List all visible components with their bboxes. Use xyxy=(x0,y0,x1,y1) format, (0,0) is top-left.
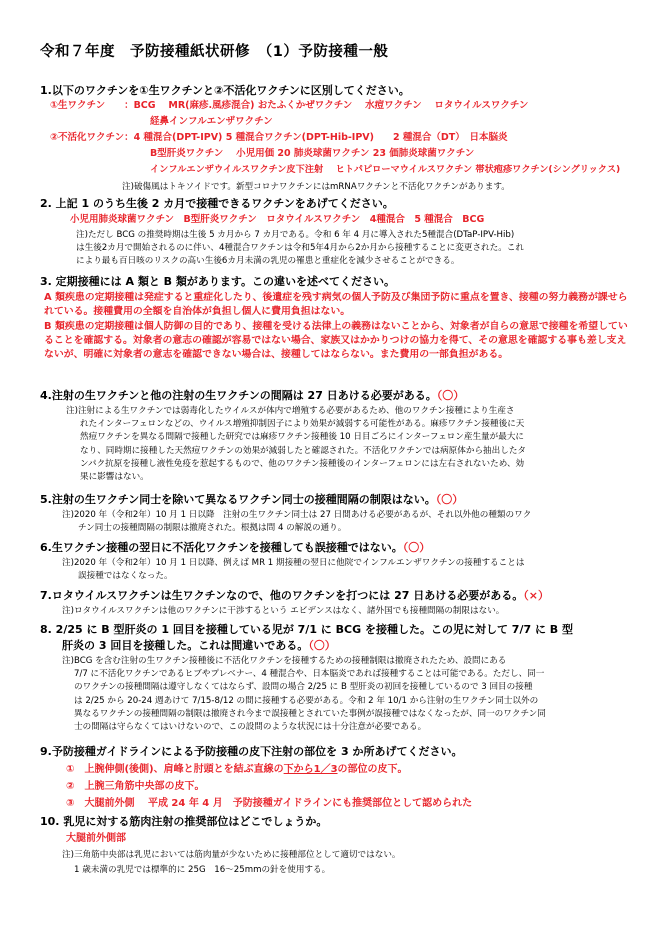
q10-note-line1: 注)三角筋中央部は乳児においては筋肉量が少ないために接種部位として適切ではない。 xyxy=(62,850,401,860)
page-title: 令和７年度 予防接種紙状研修 （1）予防接種一般 xyxy=(40,44,389,60)
q7-answer-mark: （×） xyxy=(523,589,549,602)
q1-live-line1: ①生ワクチン ：BCG MR(麻疹.風疹混合) おたふくかぜワクチン 水痘ワクチン ロタウイルスワクチン xyxy=(50,100,529,111)
q8-note-line6: 士の間隔は守らなくてはいけないので、この設問のような状況には十分注意が必要である。 xyxy=(74,722,427,733)
q8-text: 肝炎の 3 回目を接種した。これは間違いである。 xyxy=(62,639,309,652)
q9-answer-1-post: の部位の皮下。 xyxy=(337,764,408,775)
q7-text: 7.ロタウイルスワクチンは生ワクチンなので、他のワクチンを打つには 27 日あける必要がある。 xyxy=(40,589,524,602)
q9-answer-1 xyxy=(66,763,408,777)
q4-note-line1: 注)注射による生ワクチンでは弱毒化したウイルスが体内で増殖する必要があるため、他のワクチン接種により生産さ xyxy=(66,406,515,416)
q2-note-block xyxy=(76,229,524,269)
q9-answer-2: ② 上腕三角筋中央部の皮下。 xyxy=(66,781,205,792)
q9-answer-3: ③ 大腿前外側 平成 24 年 4 月 予防接種ガイドラインにも推奨部位として認められた xyxy=(66,798,473,809)
question-2: 2. 上記 1 のうち生後 2 カ月で接種できるワクチンをあげてください。 xyxy=(40,197,394,210)
q1-note: 注)破傷風はトキソイドです。新型コロナワクチンにはmRNAワクチンと不活化ワクチンがあります。 xyxy=(122,182,510,192)
q4-note-line6: 果に影響はない。 xyxy=(80,472,149,483)
q2-note-line3: により最も百日咳のリスクの高い生後6カ月未満の乳児の罹患と重症化を減少させることができる。 xyxy=(76,256,460,267)
q5-note-block xyxy=(62,509,531,535)
q5-answer-mark: （〇） xyxy=(435,493,464,506)
question-10: 10. 乳児に対する筋肉注射の推奨部位はどこでしょうか。 xyxy=(40,815,328,828)
q6-note-line1: 注)2020 年（令和2年）10 月 1 日以降、例えば MR 1 期接種の翌日に他院でインフルエンザワクチンの接種することは xyxy=(62,558,525,568)
question-1: 1.以下のワクチンを①生ワクチンと②不活化ワクチンに区別してください。 xyxy=(40,84,410,97)
question-5 xyxy=(40,493,463,507)
q5-note-line1: 注)2020 年（令和2年）10 月 1 日以降 注射の生ワクチン同士は 27 日間あける必要があるが、それ以外他の種類のワク xyxy=(62,510,532,520)
question-3: 3. 定期接種には A 類と B 類があります。この違いを述べてください。 xyxy=(40,275,395,288)
q8-note-block xyxy=(62,655,546,734)
q10-answer: 大腿前外側部 xyxy=(66,833,126,844)
q9-answer-1-pre: ① 上腕伸側(後側)、肩峰と肘頭とを結ぶ直線の xyxy=(66,764,284,775)
q4-answer-mark: （〇） xyxy=(436,389,465,402)
q2-note-line2: は生後2カ月で開始されるのに伴い、4種混合ワクチンは令和5年4月から2か月から接種することに変更された。これ xyxy=(76,243,525,254)
q1-inactivated-line1: ②不活化ワクチン：4 種混合(DPT-IPV) 5 種混合ワクチン(DPT-Hib-IPV) 2 種混合（DT） 日本脳炎 xyxy=(50,132,508,143)
q6-note-block xyxy=(62,557,524,583)
q6-answer-mark: （〇） xyxy=(402,541,431,554)
q4-note-line5: ンパク抗原を接種し液性免疫を惹起するもので、他のワクチン接種後のインターフェロンには左右されないため、効 xyxy=(80,458,525,469)
q1-inactivated-line2: B型肝炎ワクチン 小児用価 20 肺炎球菌ワクチン 23 価肺炎球菌ワクチン xyxy=(150,148,475,159)
q8-note-line2: 7/7 に不活化ワクチンであるヒブやプレベナー、4 種混合や、日本脳炎であれば接種することは可能である。ただし、同一 xyxy=(74,669,545,680)
question-8-line1: 8. 2/25 に B 型肝炎の 1 回目を接種している児が 7/1 に BCG を接種した。この児に対して 7/7 に B 型 xyxy=(40,623,573,636)
question-7 xyxy=(40,589,549,603)
q4-note-block xyxy=(66,405,526,484)
q5-text: 5.注射の生ワクチン同士を除いて異なるワクチン同士の接種間隔の制限はない。 xyxy=(40,493,436,506)
q3-answer-a: A 類疾患の定期接種は発症すると重症化したり、後遺症を残す病気の個人予防及び集団予防に重点を置き、接種の努力義務が課せられている。接種費用の全額を自治体が負担し個人に費用負担はない。 xyxy=(44,292,628,318)
q10-note-line2: 1 歳未満の乳児では標準的に 25G 16～25mmの針を使用する。 xyxy=(74,865,331,876)
q5-note-line2: チン同士の接種間隔の制限は撤廃された。根拠は問 4 の解説の通り。 xyxy=(78,523,347,534)
q4-note-line2: れたインターフェロンなどの、ウイルス増殖抑制因子により効果が減弱する可能性がある。麻疹ワクチン接種後に天 xyxy=(80,419,525,430)
q6-note-line2: 誤接種ではなくなった。 xyxy=(78,571,173,582)
q2-answer: 小児用肺炎球菌ワクチン B型肝炎ワクチン ロタウイルスワクチン 4種混合 5 種混合 BCG xyxy=(70,214,485,225)
q8-note-line5: 異なるワクチンの接種間隔の制限は撤廃され今まで誤接種とされていた事例が誤接種ではなくなったが、同一のワクチン同 xyxy=(74,708,546,719)
question-6 xyxy=(40,541,430,555)
question-8-line2 xyxy=(62,639,336,653)
q8-note-line1: 注)BCG を含む注射の生ワクチン接種後に不活化ワクチンを接種するための接種制限は撤廃されたため、設問にある xyxy=(62,656,507,666)
q1-live-line2: 経鼻インフルエンザワクチン xyxy=(150,116,273,127)
q8-note-line4: は 2/25 から 20-24 週あけて 7/15-8/12 の間に接種する必要がある。令和 2 年 10/1 から注射の生ワクチン同士以外の xyxy=(74,695,539,706)
q9-answer-1-underlined: 下から1／3 xyxy=(283,764,338,775)
q4-text: 4.注射の生ワクチンと他の注射の生ワクチンの間隔は 27 日あける必要がある。 xyxy=(40,389,437,402)
question-9: 9.予防接種ガイドラインによる予防接種の皮下注射の部位を 3 か所あげてください。 xyxy=(40,745,463,758)
q10-note-block xyxy=(62,849,401,877)
q4-note-line4: なり、同時期に接種した天然痘ワクチンの効果が減弱したと確認された。不活化ワクチンでは病原体から抽出したタ xyxy=(80,445,527,456)
question-4 xyxy=(40,389,464,403)
q8-answer-mark: （〇） xyxy=(308,639,336,652)
q1-inactivated-line3: インフルエンザウイルスワクチン皮下注射 ヒトパピローマウイルスワクチン 帯状疱疹ワクチン(シングリックス) xyxy=(150,164,621,175)
q6-text: 6.生ワクチン接種の翌日に不活化ワクチンを接種しても誤接種ではない。 xyxy=(40,541,403,554)
q7-note: 注)ロタウイルスワクチンは他のワクチンに干渉するという エビデンスはなく、諸外国でも接種間隔の制限はない。 xyxy=(62,606,505,616)
q4-note-line3: 然痘ワクチンを異なる間隔で接種した研究では麻疹ワクチン接種後 10 日目ごろにインターフェロン産生量が最大に xyxy=(80,432,525,443)
q8-note-line3: のワクチンの接種間隔は遵守しなくてはならず、設問の場合 2/25 に B 型肝炎の初回を接種しているので 3 回目の接種 xyxy=(74,682,533,693)
q2-note-line1: 注)ただし BCG の推奨時期は生後 5 カ月から 7 カ月である。令和 6 年 4 月に導入された5種混合(DTaP-IPV-Hib) xyxy=(76,230,515,240)
q3-answer-b: B 類疾患の定期接種は個人防御の目的であり、接種を受ける法律上の義務はないことから、対象者が自らの意思で接種を希望していることを確認する。対象者の意志の確認が容易ではない場合、家族又はかかりつけの協力を得て、その意思を確認する事も差し支えないが、明確に対象者の意志を確認できない場合は、接種してはならない。また費用の一部負担がある。 xyxy=(44,321,628,361)
